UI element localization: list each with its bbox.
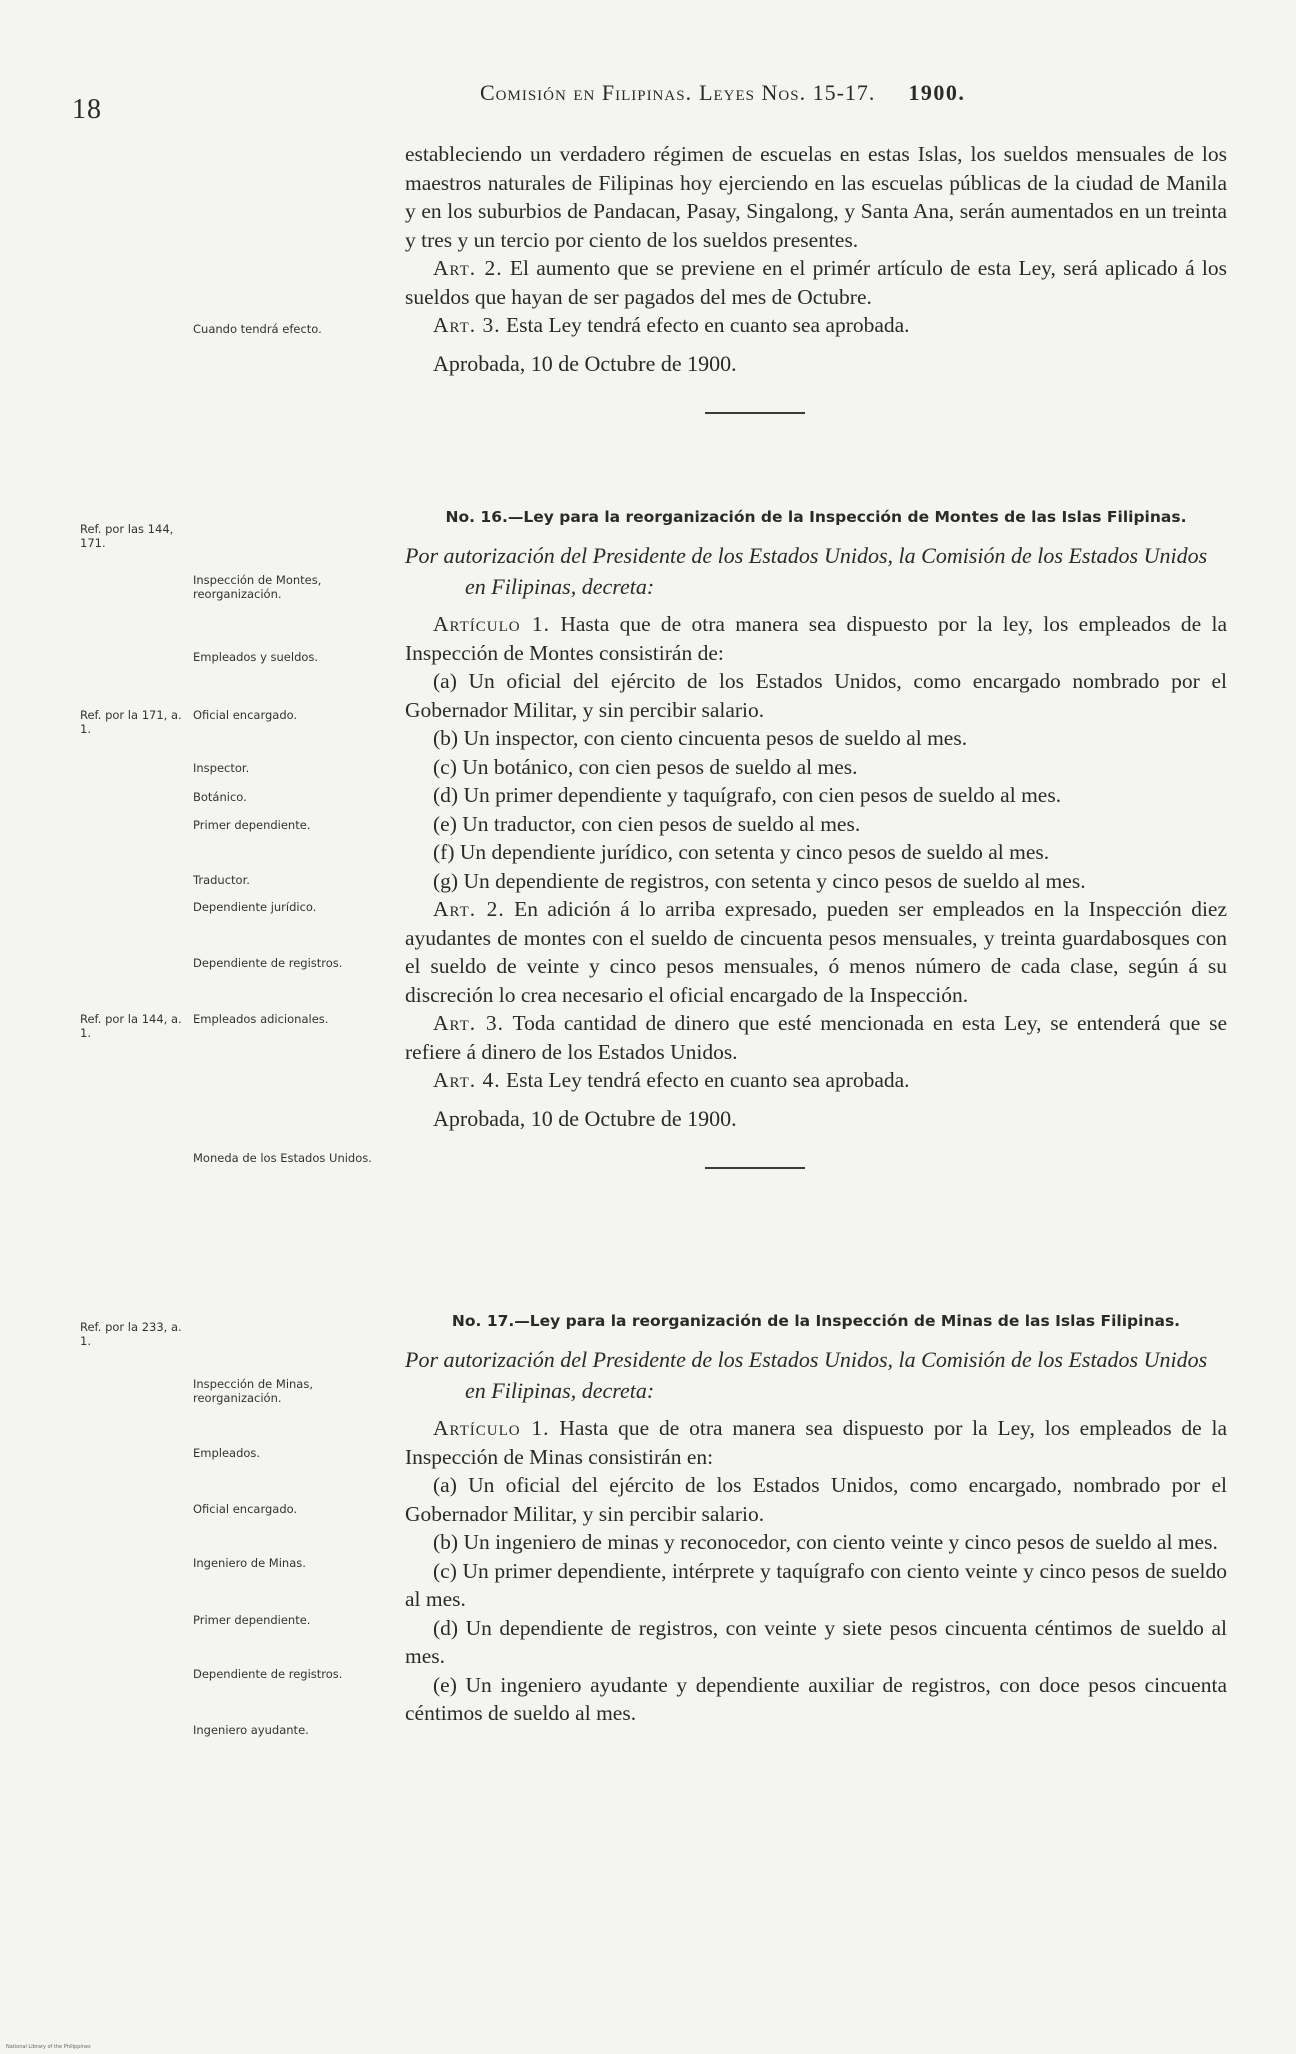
ref-note: Ref. por las 144, 171. bbox=[80, 522, 174, 550]
law17-heading: No. 17.—Ley para la reorganización de la Inspección de Minas de las Islas Filipinas. bbox=[451, 1312, 1181, 1330]
side-note: Empleados. bbox=[193, 1446, 261, 1460]
side-note: Traductor. bbox=[193, 873, 250, 887]
law16-approved: Aprobada, 10 de Octubre de 1900. bbox=[433, 1105, 737, 1131]
side-note: Ingeniero ayudante. bbox=[193, 1723, 309, 1737]
law16-item-b: (b) Un inspector, con ciento cincuenta pesos de sueldo al mes. bbox=[433, 726, 968, 750]
law17-item-e: (e) Un ingeniero ayudante y dependiente auxiliar de registros, con doce pesos cincuenta céntimos de sueldo al mes. bbox=[405, 1672, 1227, 1725]
side-note: Inspector. bbox=[193, 761, 250, 775]
law17-item-c: (c) Un primer dependiente, intérprete y taquígrafo con ciento veinte y cinco pesos de sueldo al mes. bbox=[405, 1558, 1227, 1611]
side-note: Oficial encargado. bbox=[193, 1502, 298, 1516]
side-note: Inspección de Montes, reorganización. bbox=[193, 573, 322, 601]
law17-item-d: (d) Un dependiente de registros, con veinte y siete pesos cincuenta céntimos de sueldo al mes. bbox=[405, 1615, 1227, 1668]
side-note: Dependiente de registros. bbox=[193, 1667, 343, 1681]
running-year: 1900. bbox=[908, 80, 966, 105]
law16-enacting-clause: Por autorización del Presidente de los Estados Unidos, la Comisión de los Estados Unidos en Filipinas, decreta: bbox=[405, 543, 1208, 599]
law16-block bbox=[405, 506, 1227, 1169]
law15-art2: Art. 2. El aumento que se previene en el primér artículo de esta Ley, será aplicado á los sueldos que hayan de ser pagados del mes de Octubre. bbox=[405, 256, 1228, 309]
side-note: Dependiente de registros. bbox=[193, 956, 343, 970]
ref-note: Ref. por la 171, a. 1. bbox=[80, 708, 182, 736]
law16-art1: Artículo 1. Hasta que de otra manera sea dispuesto por la ley, los empleados de la Inspección de Montes consistirán de: bbox=[405, 612, 1228, 665]
side-note: Moneda de los Estados Unidos. bbox=[193, 1151, 372, 1165]
side-note: Primer dependiente. bbox=[193, 818, 311, 832]
side-note: Primer dependiente. bbox=[193, 1613, 311, 1627]
law16-item-e: (e) Un traductor, con cien pesos de sueldo al mes. bbox=[433, 811, 861, 836]
side-note: Dependiente jurídico. bbox=[193, 900, 317, 914]
section-divider bbox=[705, 1167, 805, 1169]
section-divider bbox=[705, 412, 805, 414]
law17-item-b: (b) Un ingeniero de minas y reconocedor, con ciento veinte y cinco pesos de sueldo al mes. bbox=[433, 1530, 1218, 1554]
ref-note: Ref. por la 233, a. 1. bbox=[80, 1320, 182, 1348]
side-note: Empleados y sueldos. bbox=[193, 650, 319, 664]
running-head bbox=[480, 80, 1160, 106]
law16-art3: Art. 3. Toda cantidad de dinero que esté mencionada en esta Ley, se entenderá que se refiere á dinero de los Estados Unidos. bbox=[405, 1011, 1227, 1064]
law16-art4: Art. 4. Esta Ley tendrá efecto en cuanto sea aprobada. bbox=[433, 1068, 910, 1092]
law16-heading: No. 16.—Ley para la reorganización de la Inspección de Montes de las Islas Filipinas. bbox=[445, 508, 1187, 526]
page-number: 18 bbox=[72, 94, 102, 125]
law17-enacting-clause: Por autorización del Presidente de los Estados Unidos, la Comisión de los Estados Unidos en Filipinas, decreta: bbox=[405, 1347, 1208, 1403]
law15-art3: Art. 3. Esta Ley tendrá efecto en cuanto sea aprobada. bbox=[433, 313, 910, 337]
law16-item-a: (a) Un oficial del ejército de los Estados Unidos, como encargado nombrado por el Gobernador Militar, y sin percibir salario. bbox=[405, 669, 1227, 722]
ref-note: Ref. por la 144, a. 1. bbox=[80, 1012, 182, 1040]
running-title: Comisión en Filipinas. bbox=[480, 80, 693, 105]
law16-item-d: (d) Un primer dependiente y taquígrafo, con cien pesos de sueldo al mes. bbox=[433, 783, 1062, 807]
side-note: Ingeniero de Minas. bbox=[193, 1556, 306, 1570]
law16-art2: Art. 2. En adición á lo arriba expresado, pueden ser empleados en la Inspección diez ayudantes de montes con el sueldo de cincuenta pesos mensuales, y treinta guardabosques con el sueldo de veinte y cinco pesos mensuales, ó menos número de cada clase, según á su discreción lo crea necesario el oficial encargado de la Inspección. bbox=[405, 897, 1228, 1007]
law15-block bbox=[405, 140, 1227, 414]
law16-item-f: (f) Un dependiente jurídico, con setenta y cinco pesos de sueldo al mes. bbox=[433, 840, 1050, 864]
law16-item-c: (c) Un botánico, con cien pesos de sueldo al mes. bbox=[433, 754, 858, 779]
law17-art1: Artículo 1. Hasta que de otra manera sea dispuesto por la Ley, los empleados de la Inspección de Minas consistirán en: bbox=[405, 1416, 1227, 1469]
footer-credit: National Library of the Philippines bbox=[6, 2044, 91, 2050]
law17-block bbox=[405, 1310, 1227, 1728]
side-note: Oficial encargado. bbox=[193, 708, 298, 722]
side-note: Botánico. bbox=[193, 790, 247, 804]
side-note: Inspección de Minas, reorganización. bbox=[193, 1377, 313, 1405]
law16-item-g: (g) Un dependiente de registros, con setenta y cinco pesos de sueldo al mes. bbox=[433, 868, 1086, 893]
law17-item-a: (a) Un oficial del ejército de los Estados Unidos, como encargado, nombrado por el Gobernador Militar, y sin percibir salario. bbox=[405, 1473, 1227, 1526]
side-note: Empleados adicionales. bbox=[193, 1012, 329, 1026]
running-laws: Leyes Nos. 15-17. bbox=[699, 80, 876, 105]
law15-approved: Aprobada, 10 de Octubre de 1900. bbox=[433, 350, 737, 376]
side-note: Cuando tendrá efecto. bbox=[193, 322, 322, 336]
law15-continuation: estableciendo un verdadero régimen de escuelas en estas Islas, los sueldos mensuales de los maestros naturales de Filipinas hoy ejerciendo en las escuelas públicas de la ciudad de Manila y en los suburbios de Pandacan, Pasay, Singalong, y Santa Ana, serán aumentados en un treinta y tres y un tercio por ciento de los sueldos presentes. bbox=[405, 142, 1227, 252]
